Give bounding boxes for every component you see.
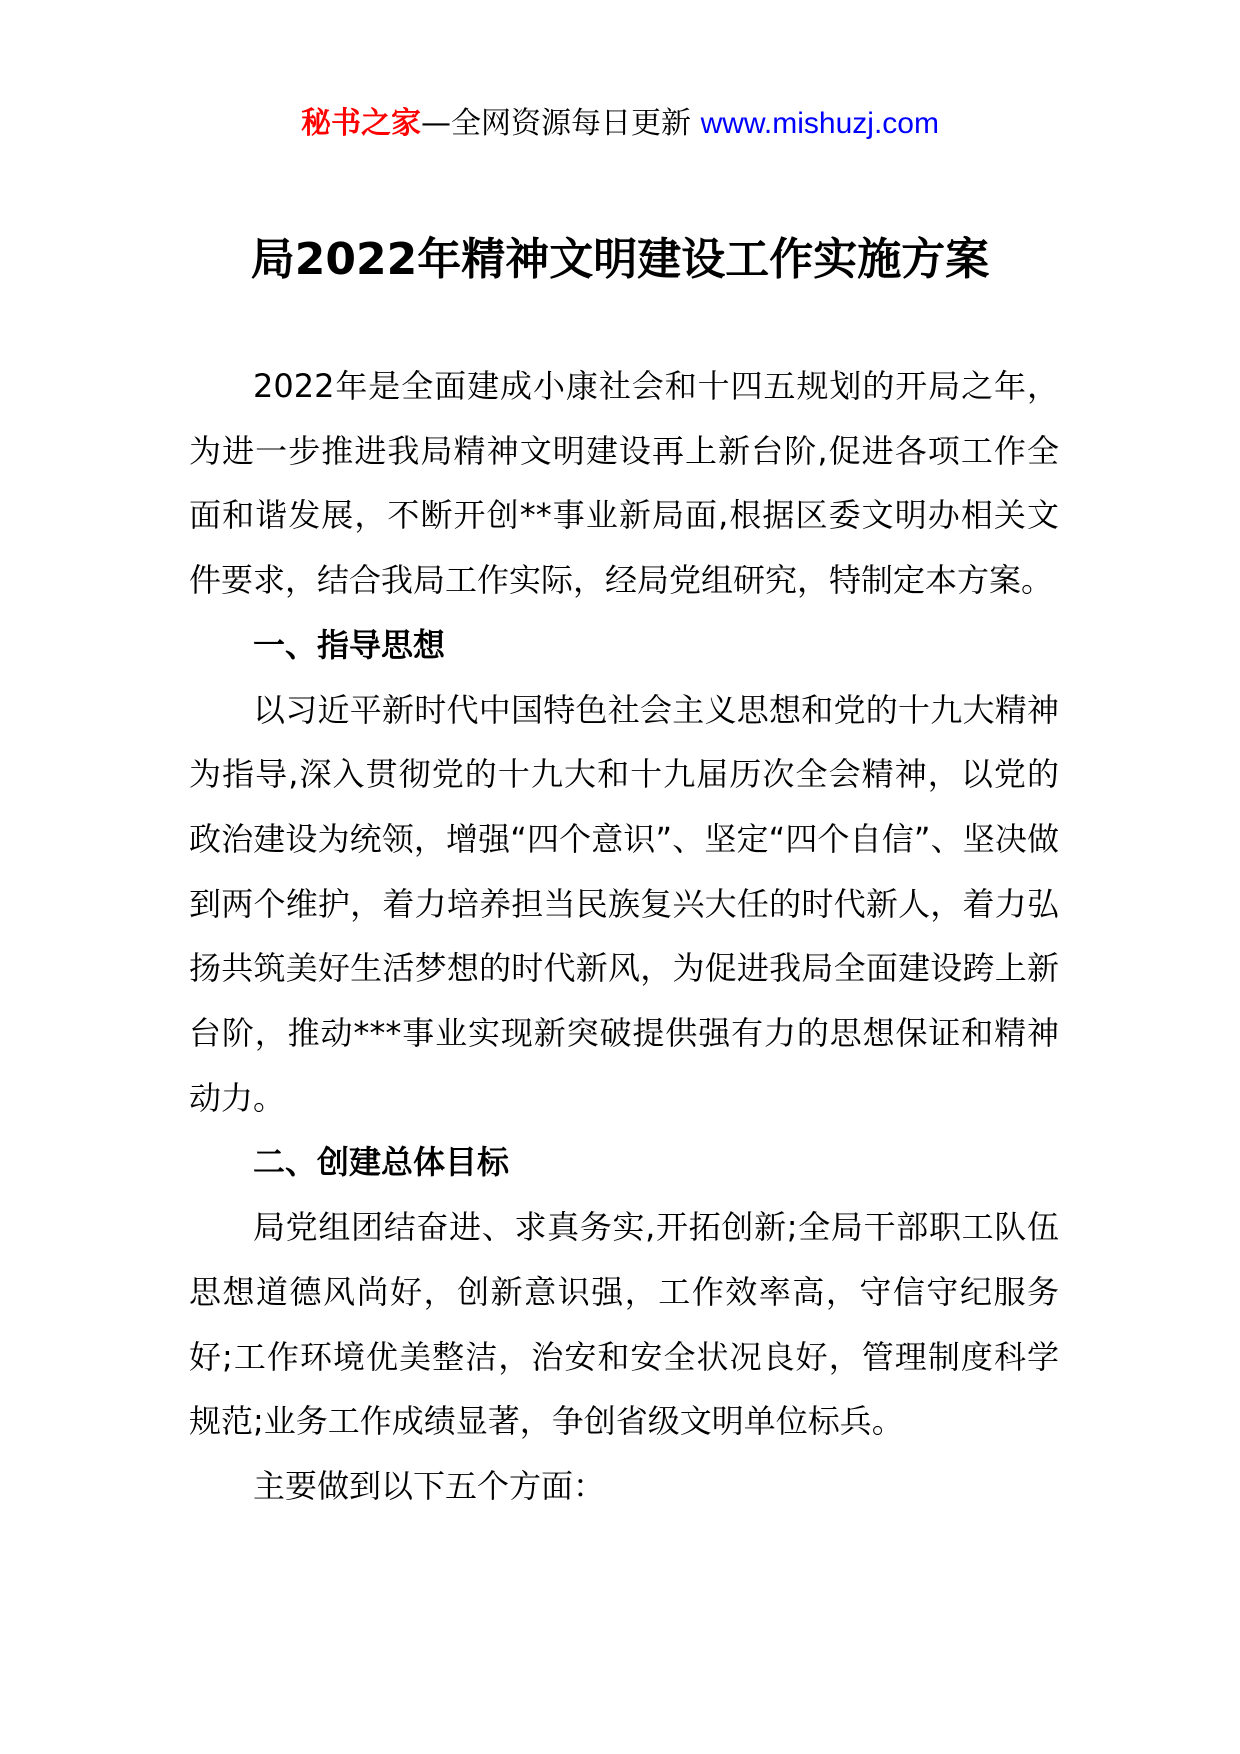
site-url-link[interactable]: www.mishuzj.com (700, 107, 939, 140)
section-heading-guiding-ideology: 一、指导思想 (253, 625, 446, 664)
header-tagline: —全网资源每日更新 (421, 106, 701, 141)
brand-name: 秘书之家 (301, 106, 422, 141)
section-heading-overall-goals: 二、创建总体目标 (253, 1143, 510, 1182)
guiding-ideology-paragraph: 以习近平新时代中国特色社会主义思想和党的十九大精神为指导,深入贯彻党的十九大和十九届历次全会精神，以党的政治建设为统领，增强“四个意识”、坚定“四个自信”、坚决做到两个维护，着力培养担当民族复兴大任的时代新人，着力弘扬共筑美好生活梦想的时代新风，为促进我局全面建设跨上新台阶，推动***事业实现新突破提供强有力的思想保证和精神动力。 (189, 690, 1059, 1117)
document-body (189, 354, 1059, 1519)
overall-goals-paragraph: 局党组团结奋进、求真务实,开拓创新;全局干部职工队伍思想道德风尚好，创新意识强，工作效率高，守信守纪服务好;工作环境优美整洁，治安和安全状况良好，管理制度科学规范;业务工作成绩显著，争创省级文明单位标兵。 (189, 1208, 1059, 1441)
intro-paragraph: 2022年是全面建成小康社会和十四五规划的开局之年，为进一步推进我局精神文明建设再上新台阶,促进各项工作全面和谐发展，不断开创**事业新局面,根据区委文明办相关文件要求，结合我局工作实际，经局党组研究，特制定本方案。 (189, 367, 1059, 600)
site-header (0, 102, 1240, 146)
document-title: 局2022年精神文明建设工作实施方案 (250, 234, 990, 285)
five-aspects-lead-in: 主要做到以下五个方面： (253, 1466, 606, 1505)
